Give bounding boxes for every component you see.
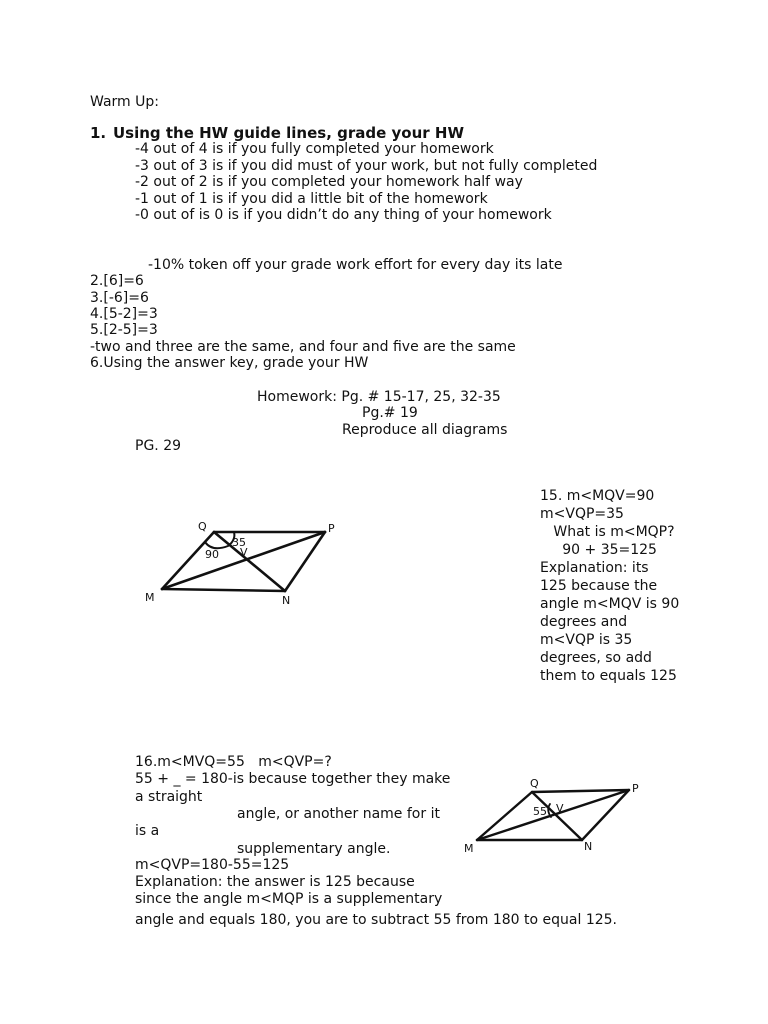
p16-line-3: a straight — [135, 789, 203, 805]
vertex-m-label: M — [464, 842, 474, 855]
problem-15-block — [540, 487, 740, 685]
item1-number: 1. — [90, 124, 107, 142]
p16-line-8: Explanation: the answer is 125 because — [135, 874, 415, 890]
p16-line-1: 16.m<MVQ=55 m<QVP=? — [135, 754, 332, 770]
vertex-p-label: P — [328, 522, 335, 535]
angle-90-label: 90 — [205, 548, 219, 561]
problem-3: 3.[-6]=6 — [90, 290, 149, 306]
p16-line-2: 55 + _ = 180-is because together they make — [135, 771, 451, 787]
homework-page: PG. 29 — [135, 438, 182, 454]
item1-heading: Using the HW guide lines, grade your HW — [113, 124, 464, 142]
rubric-line-0: -0 out of is 0 is if you didn’t do any thing of your homework — [135, 207, 552, 223]
angle-35-label: 35 — [232, 536, 246, 549]
homework-line-2: Pg.# 19 — [362, 405, 418, 421]
vertex-v-label: V — [240, 546, 248, 559]
p16-line-4: angle, or another name for it — [237, 806, 440, 822]
side-qp — [532, 790, 629, 792]
p15-line: m<VQP is 35 — [540, 632, 633, 648]
problems-note: -two and three are the same, and four and five are the same — [90, 339, 516, 355]
problem-2: 2.[6]=6 — [90, 273, 144, 289]
homework-line-1: Homework: Pg. # 15-17, 25, 32-35 — [257, 389, 501, 405]
p15-line: degrees, so add — [540, 650, 652, 666]
p16-line-6: supplementary angle. — [237, 841, 391, 857]
parallelogram-diagram-2 — [462, 772, 692, 864]
late-policy: -10% token off your grade work effort for every day its late — [148, 257, 563, 273]
diagonal-qn — [214, 532, 285, 591]
vertex-q-label: Q — [530, 777, 539, 790]
problem-4: 4.[5-2]=3 — [90, 306, 158, 322]
p16-line-9: since the angle m<MQP is a supplementary — [135, 891, 443, 907]
p16-line-5: is a — [135, 823, 160, 839]
p15-line: 125 because the — [540, 578, 658, 594]
vertex-n-label: N — [282, 594, 291, 607]
vertex-v-label: V — [556, 802, 564, 815]
p16-line-10: angle and equals 180, you are to subtract 55 from 180 to equal 125. — [135, 912, 618, 928]
vertex-p-label: P — [632, 782, 639, 795]
warmup-title: Warm Up: — [90, 94, 159, 110]
item-6: 6.Using the answer key, grade your HW — [90, 355, 369, 371]
parallelogram-diagram-1 — [140, 512, 350, 612]
rubric-line-1: -1 out of 1 is if you did a little bit of the homework — [135, 191, 488, 207]
vertex-q-label: Q — [198, 520, 207, 533]
p15-line: What is m<MQP? — [540, 524, 675, 540]
p16-line-7: m<QVP=180-55=125 — [135, 857, 290, 873]
angle-55-label: 55 — [533, 805, 547, 818]
vertex-m-label: M — [145, 591, 155, 604]
p15-line: 15. m<MQV=90 — [540, 488, 655, 504]
problem-5: 5.[2-5]=3 — [90, 322, 158, 338]
rubric-line-2: -2 out of 2 is if you completed your homework half way — [135, 174, 523, 190]
p15-line: them to equals 125 — [540, 668, 677, 684]
rubric-line-3: -3 out of 3 is if you did must of your work, but not fully completed — [135, 158, 598, 174]
p15-line: angle m<MQV is 90 — [540, 596, 680, 612]
vertex-n-label: N — [584, 840, 593, 853]
p15-line: degrees and — [540, 614, 628, 630]
p15-line: Explanation: its — [540, 560, 649, 576]
side-mq — [477, 792, 532, 840]
side-nm — [162, 589, 285, 591]
p15-line: 90 + 35=125 — [540, 542, 657, 558]
homework-line-3: Reproduce all diagrams — [342, 422, 508, 438]
p15-line: m<VQP=35 — [540, 506, 624, 522]
side-pn — [285, 532, 325, 591]
rubric-line-4: -4 out of 4 is if you fully completed your homework — [135, 141, 494, 157]
